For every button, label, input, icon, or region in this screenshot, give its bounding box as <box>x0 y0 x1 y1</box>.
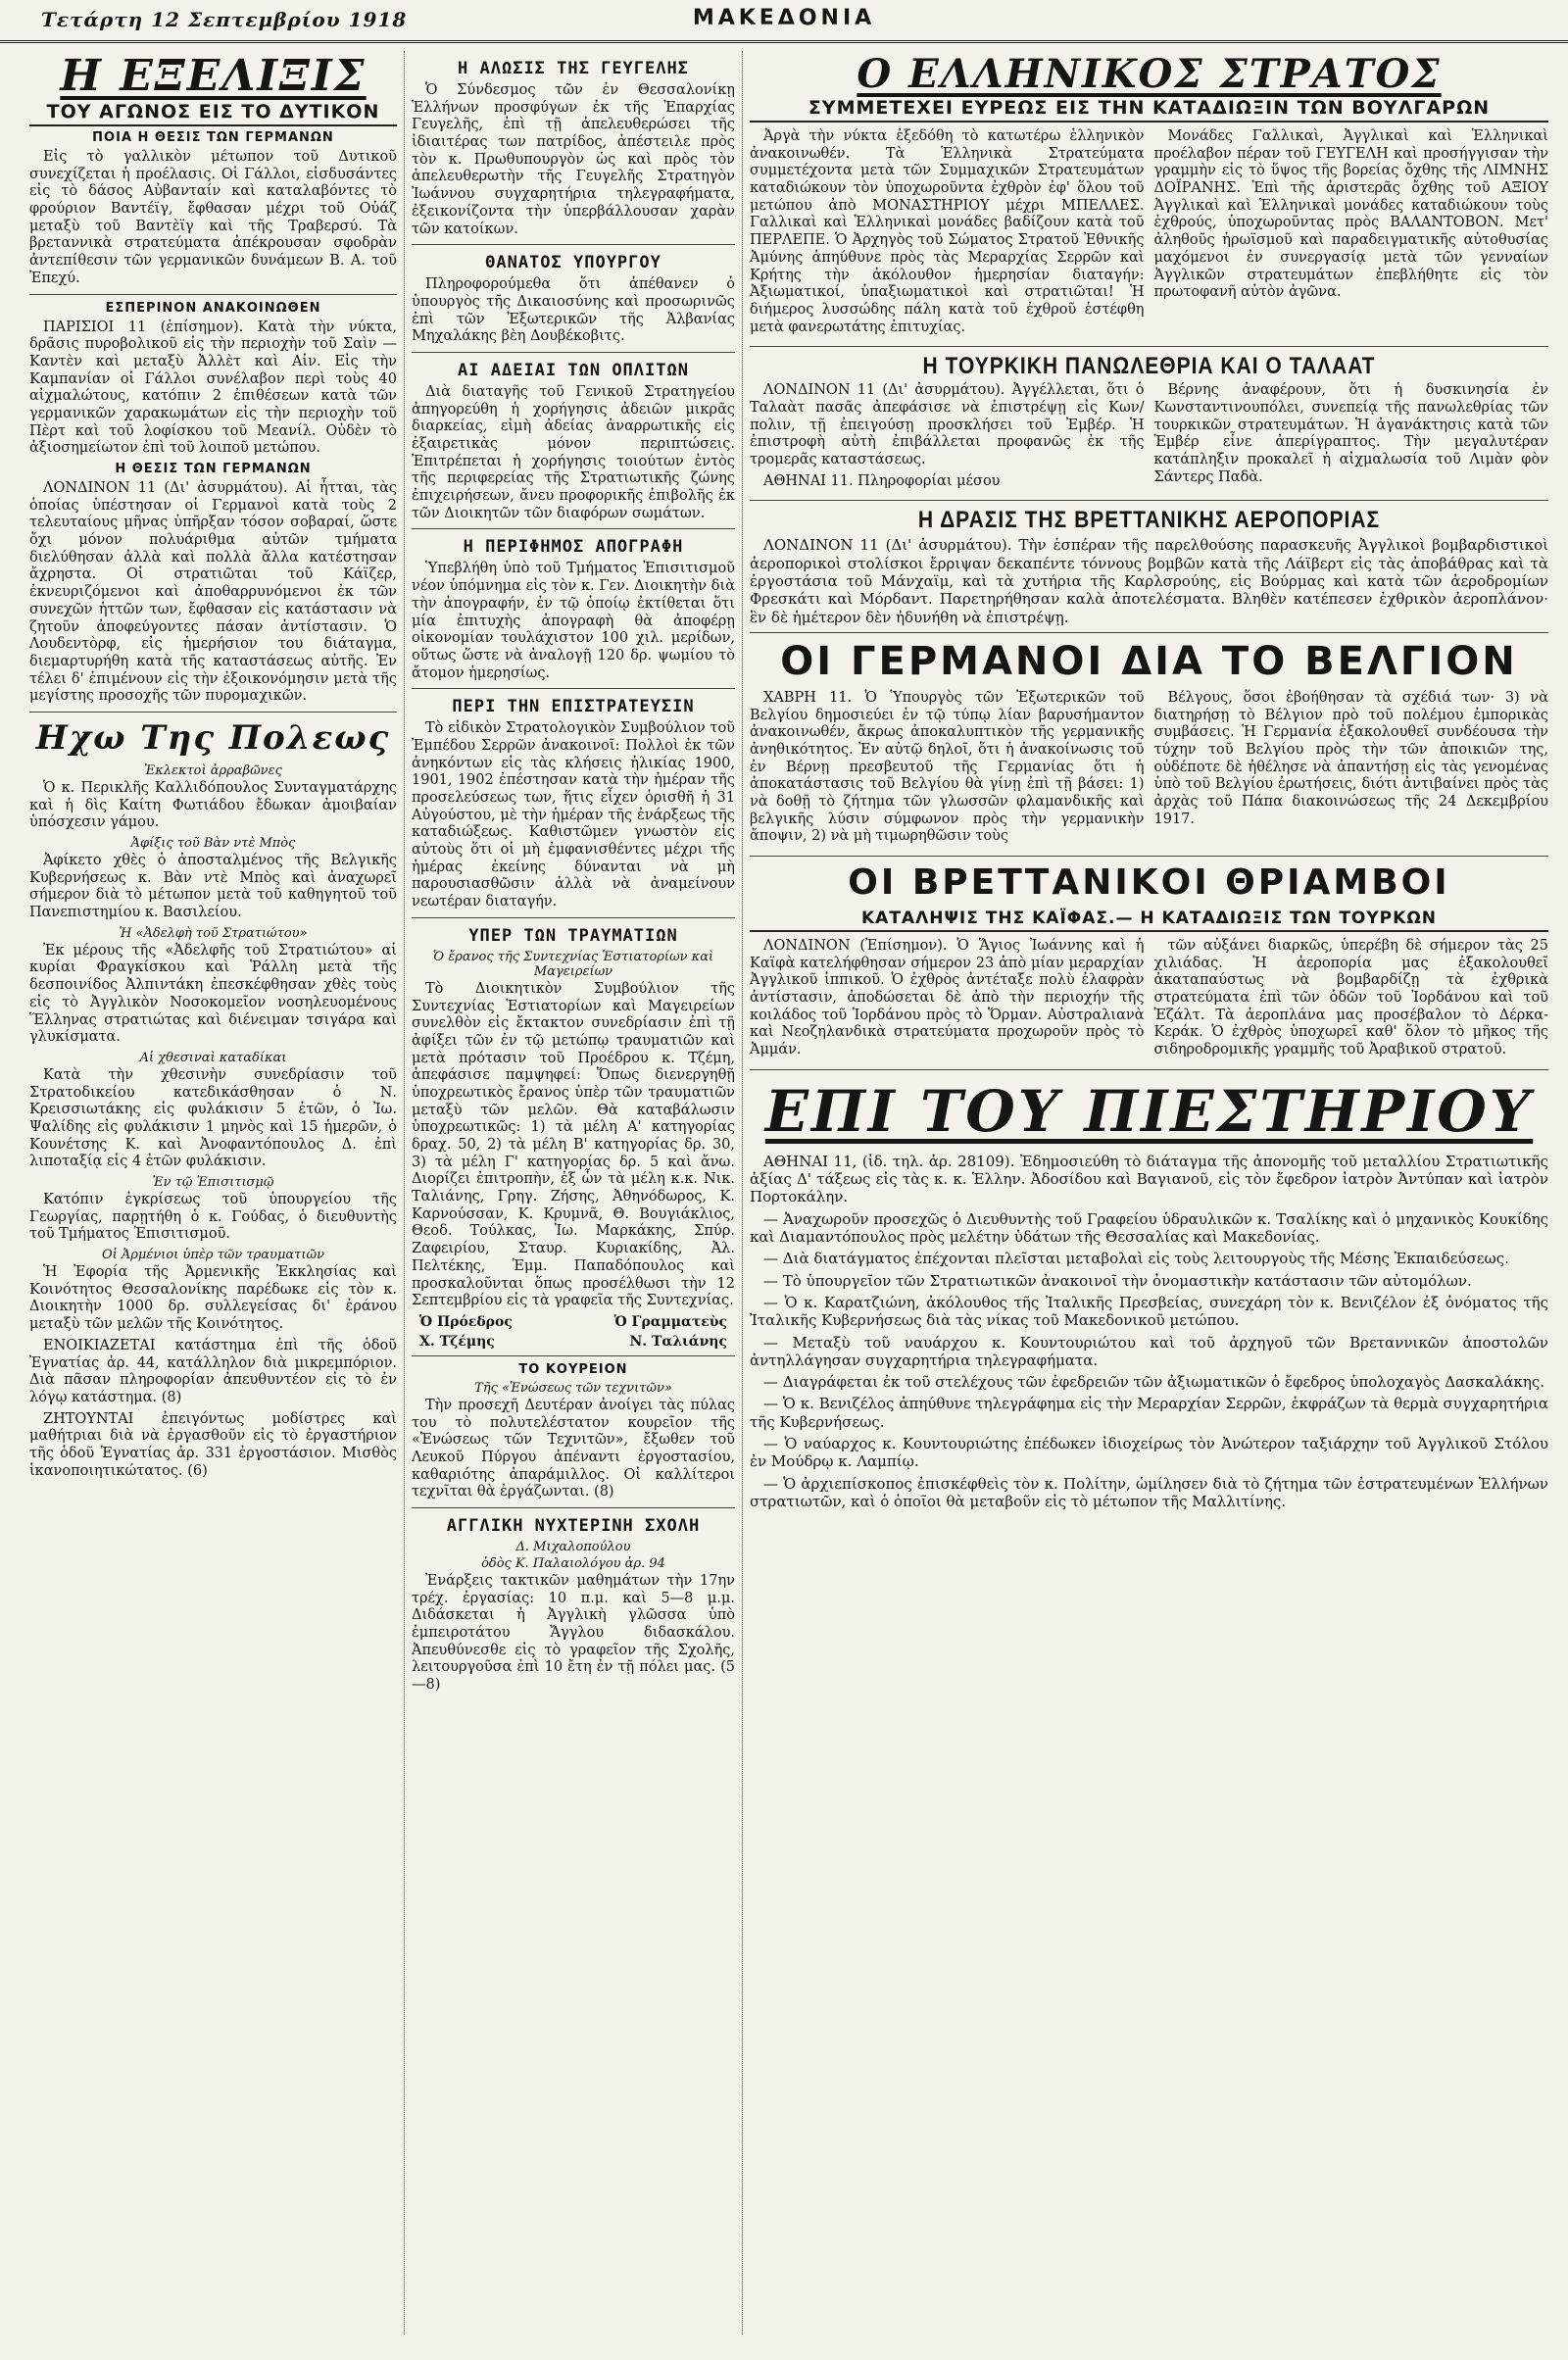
signature-title: Ὁ Πρόεδρος <box>419 1313 513 1330</box>
divider <box>412 1355 735 1356</box>
article-velgion <box>750 639 1548 850</box>
divider <box>412 528 735 529</box>
news-line: — Ὁ ἀρχιεπίσκοπος ἐπισκέφθεὶς τὸν κ. Πολίτην, ὡμίλησεν διὰ τὸ ζήτημα τῶν ἐστρατευμένων Ἑλλήνων στρατιωτῶν, καὶ ὁ ὁποῖοι θὰ μεταβοῦν εἰς τὸ μέτωπον τῆς Μαλλιτίνης. <box>750 1474 1548 1510</box>
article-thriamvoi <box>750 862 1548 1063</box>
signature-name: Χ. Τζέμης <box>419 1333 495 1350</box>
article-heading: Η ΔΡΑΣΙΣ ΤΗΣ ΒΡΕΤΤΑΝΙΚΗΣ ΑΕΡΟΠΟΡΙΑΣ <box>917 507 1381 534</box>
article-heading: Η ΠΕΡΙΦΗΜΟΣ ΑΠΟΓΡΑΦΗ <box>463 537 684 558</box>
article-apografi <box>412 537 735 682</box>
divider <box>412 688 735 689</box>
news-line: — Ὁ ναύαρχος κ. Κουντουριώτης ἐπέδωκεν ἰδιοχείρως τὸν Ἀνώτερον ταξιάρχην τοῦ Ἀγγλικοῦ Στόλου ἐν Μούδρῳ κ. Λαμπίῳ. <box>750 1435 1548 1471</box>
article-subtitle: ΤΟΥ ΑΓΩΝΟΣ ΕΙΣ ΤΟ ΔΥΤΙΚΟΝ <box>29 101 397 126</box>
article-title: Η ΕΞΕΛΙΞΙΣ <box>60 51 367 101</box>
news-line: — Διὰ διατάγματος ἐπέχονται πλεῖσται μεταβολαὶ εἰς τοὺς λειτουργοὺς τῆς Μέσης Ἐκπαιδεύσεως. <box>763 1250 1509 1268</box>
divider <box>750 1069 1548 1070</box>
classified-ad <box>29 1411 397 1481</box>
item-body: Ἡ Ἐφορία τῆς Ἀρμενικῆς Ἐκκλησίας καὶ Κοινότητος Θεσσαλονίκης παρέδωκε εἰς τὸν κ. Διοικητὴν 1000 δρ. συλλεγείσας δι' ἐράνου μεταξὺ τῶν μελῶν τῆς Κοινότητος. <box>29 1264 397 1333</box>
item-head: Αἱ χθεσιναὶ καταδίκαι <box>139 1050 287 1065</box>
news-line: — Διαγράφεται ἐκ τοῦ στελέχους τῶν ἐφεδρειῶν τῶν ἀξιωματικῶν ὁ ἔφεδρος ὑπολοχαγὸς Δασκαλάκης. <box>763 1373 1545 1392</box>
news-line: — Ἀναχωροῦν προσεχῶς ὁ Διευθυντὴς τοῦ Γραφείου ὑδραυλικῶν κ. Τσαλίκης καὶ ὁ μηχανικὸς Κουκίδης καὶ Διαμαντόπουλος πρὸς μελέτην ὑδάτων τῆς Θεσσαλίας καὶ Μακεδονίας. <box>750 1209 1548 1247</box>
divider <box>29 712 397 713</box>
article-body: Βέλγους, ὅσοι ἐβοήθησαν τὰ σχέδιά των· 3) νὰ διατηρήσῃ τὸ Βέλγιον πρὸ τοῦ πολέμου ἐμπορικὰς συμβάσεις. Ἡ Γερμανία ἐξακολουθεῖ συνδέουσα τὴν τύχην τοῦ Βελγίου πρὸς τὴν τῶν ἀποικιῶν της, οὐδέποτε δὲ ἠθέλησε νὰ ἀπαντήσῃ εἰς τὰς γενομένας ὑπὸ τοῦ Βελγίου ἐρωτήσεις, διότι ἀντιβαίνει πρὸς τὰς ἀρχὰς τοῦ Πάπα διακοινώσεως τῆς 24 Δεκεμβρίου 1917. <box>1153 689 1548 827</box>
article-kourion <box>412 1362 735 1501</box>
item-body: Ἀφίκετο χθὲς ὁ ἀποσταλμένος τῆς Βελγικῆς Κυβερνήσεως κ. Βὰν ντὲ Μπὸς καὶ ἀναχωρεῖ σήμερον διὰ τὸ μέτωπον μετὰ τοῦ καθηγητοῦ τοῦ Πανεπιστημίου κ. Βασιλείου. <box>29 853 397 921</box>
article-title: Ο ΕΛΛΗΝΙΚΟΣ ΣΤΡΑΤΟΣ <box>857 51 1442 97</box>
article-heading: ΥΠΕΡ ΤΩΝ ΤΡΑΥΜΑΤΙΩΝ <box>468 925 678 946</box>
news-line: — Ὁ κ. Βενιζέλος ἀπηύθυνε τηλεγράφημα εἰς τὴν Μεραρχίαν Σερρῶν, ἐκφράζων τὰ θερμὰ συγχαρητήρια τῆς Κυβερνήσεως. <box>750 1395 1548 1431</box>
article-heading: ΑΓΓΛΙΚΗ ΝΥΧΤΕΡΙΝΗ ΣΧΟΛΗ <box>446 1516 701 1536</box>
divider <box>750 346 1548 347</box>
article-heading: ΕΣΠΕΡΙΝΟΝ ΑΝΑΚΟΙΝΩΘΕΝ <box>105 300 321 316</box>
article-body: ΠΑΡΙΣΙΟΙ 11 (ἐπίσημον). Κατὰ τὴν νύκτα, δρᾶσις πυροβολικοῦ εἰς τὴν περιοχὴν τοῦ Σαὶν — Καντὲν καὶ μεταξὺ Ἀλλὲτ καὶ Αἰν. Εἰς τὴν Καμπανίαν οἱ Γάλλοι συνέλαβον περὶ τοὺς 40 αἰχμαλώτους, κατόπιν 2 ἐπιθέσεων κατὰ τῶν γερμανικῶν χαρακωμάτων εἰς τὴν περιοχὴν τοῦ Πὲρτ καὶ τοῦ λοφίσκου τοῦ Μεανίλ. Οὐδὲν τὸ ἀξιοσημείωτον ἐπὶ τοῦ λοιποῦ μετώπου. <box>29 319 397 457</box>
article-heading: Η ΤΟΥΡΚΙΚΗ ΠΑΝΩΛΕΘΡΙΑ ΚΑΙ Ο ΤΑΛΑΑΤ <box>922 353 1376 379</box>
article-columns <box>750 128 1548 340</box>
article-subhead: ὁδὸς Κ. Παλαιολόγου ἀρ. 94 <box>481 1556 665 1571</box>
article-thesis <box>29 462 397 706</box>
article-subhead: ΠΟΙΑ Η ΘΕΣΙΣ ΤΩΝ ΓΕΡΜΑΝΩΝ <box>92 130 334 145</box>
article-body: ΛΟΝΔΙΝΟΝ (Ἐπίσημον). Ὁ Ἅγιος Ἰωάννης καὶ ἡ Καϊφὰ κατελήφθησαν σήμερον 23 ἀπὸ μίαν μεραρχίαν Ἀγγλικοῦ ἱππικοῦ. Ὁ ἐχθρὸς ἀντέταξε πολὺ ἐλαφρὰν ἀντίστασιν, ἀποδώσεται δὲ ἀπὸ τὴν περιοχήν τῆς κοιλάδος τοῦ Ἰορδάνου πρὸς τὸ Ὅρμαν. Αὐστραλιανὰ καὶ Νεοζηλανδικὰ στρατεύματα προχωροῦν πρὸς τὸ Ἀμμάν. <box>750 938 1145 1058</box>
article-body: Διὰ διαταγῆς τοῦ Γενικοῦ Στρατηγείου ἀπηγορεύθη ἡ χορήγησις ἀδειῶν μικρᾶς διαρκείας, εἰμὴ ἀδείας ἀναρρωτικῆς εἰς ἐξαιρετικὰς μόνον περιπτώσεις. Ἐπιτρέπεται ἡ χορήγησις τοιούτων ἐντὸς τῆς περιφερείας τῆς Στρατιωτικῆς ζώνης ἐπιχειρήσεων, ἄνευ προφορικῆς ἐπιβολῆς ἐκ τῶν Διοικητῶν τῶν διαφόρων σωμάτων. <box>412 383 735 521</box>
ad-text: ΖΗΤΟΥΝΤΑΙ ἐπειγόντως μοδίστρες καὶ μαθήτριαι διὰ νὰ ἐργασθοῦν εἰς τὸ ἐργαστήριον τῆς ὁδοῦ Ἐγνατίας ἀρ. 331 ἐργοστάσιον. Μισθὸς ἱκανοποιητικώτατος. <box>29 1410 397 1479</box>
article-athinai: ΑΘΗΝΑΙ 11. Πληροφορίαι μέσου <box>763 472 1001 489</box>
news-line: — Μεταξὺ τοῦ ναυάρχου κ. Κουντουριώτου καὶ τοῦ ἀρχηγοῦ τῶν Βρεταννικῶν ἀποστολῶν ἀντηλλάγησαν συγχαρητήρια τηλεγραφήματα. <box>750 1333 1548 1369</box>
article-tourkiki <box>750 355 1548 494</box>
divider <box>750 856 1548 857</box>
article-aeroporia <box>750 509 1548 625</box>
ad-mark: (6) <box>187 1462 208 1479</box>
article-columns <box>750 690 1548 850</box>
news-line: — Τὸ ὑπουργεῖον τῶν Στρατιωτικῶν ἀνακοινοῖ τὴν ὀνομαστικὴν κατάστασιν τῶν αὐτομόλων. <box>763 1271 1472 1290</box>
article-stratos <box>750 51 1548 340</box>
ad-mark: (5—8) <box>412 1659 735 1694</box>
article-adeiai <box>412 361 735 523</box>
article-body: Τὸ Διοικητικὸν Συμβούλιον τῆς Συντεχνίας Ἑστιατορίων καὶ Μαγειρείων συνελθὸν εἰς ἔκτακτον συνεδρίασιν ἐπὶ τῇ ἀφίξει τῶν ἐν τῷ μετώπῳ τραυματιῶν καὶ μετὰ πρότασιν τοῦ Προέδρου κ. Τζέμη, ἀπεφάσισε παμψηφεί: Ὅπως διενεργηθῇ ὑποχρεωτικὸς ἔρανος ὑπὲρ τῶν τραυματιῶν μεταξὺ τῶν μελῶν. Θὰ καταβάλωσιν ὑποχρεωτικῶς: 1) τὰ μέλη Α' κατηγορίας δραχ. 50, 2) τὰ μέλη Β' κατηγορίας δρ. 30, 3) τὰ μέλη Γ' κατηγορίας δρ. 5 καὶ ἄνω. Διορίζει ἐπιτροπὴν, ἐξ ὧν τὰ μέλη κ.κ. Νικ. Ταλιάνης, Γρηγ. Ζήσης, Ἀθηνόδωρος, Κ. Καρνούσσαν, Κ. Κρυμνᾶ, Θ. Βουγιάκλιος, Θεοδ. Τούλκας, Ἰω. Μαρκάκης, Σπύρ. Ζαφειρίου, Σταυρ. Κυριακίδης, Ἀλ. Πελτέκης, Ἐμμ. Παπαδόπουλος καὶ προσκαλοῦνται ὅπως προσέλθωσι τὴν 12 Σεπτεμβρίου εἰς τὰ γραφεῖα τῆς Συντεχνίας. <box>412 980 735 1309</box>
article-body: Ὁ Σύνδεσμος τῶν ἐν Θεσσαλονίκῃ Ἑλλήνων προσφύγων ἐκ τῆς Ἐπαρχίας Γευγελῆς, ἐπὶ τῇ ἀπελευθερώσει τῆς ἰδιαιτέρας των πατρίδος, ἀπέστειλε πρὸς τὸν κ. Πρωθυπουργὸν ὡς καὶ πρὸς τὸν ἀπελευθερωτὴν τῆς Γευγελῆς Στρατηγὸν Ἰωάννου συγχαρητήρια τηλεγραφήματα, ἐξεικονίζοντα τὴν ὑπερβάλλουσαν χαρὰν τῶν κατοίκων. <box>412 82 735 237</box>
ad-mark: (8) <box>594 1484 614 1500</box>
masthead <box>0 0 1568 43</box>
body-text: Τὴν προσεχῆ Δευτέραν ἀνοίγει τὰς πύλας του τὸ πολυτελέστατον κουρεῖον τῆς «Ἑνώσεως τῶν Τεχνιτῶν», ἔξωθεν τοῦ Λευκοῦ Πύργου ἀπέναντι ἐργοστασίου, καθαριότης ἀπαράμιλλος. Οἱ καλλίτεροι τεχνῖται θὰ ἐργάζωνται. <box>412 1397 735 1500</box>
article-heading: ΑΙ ΑΔΕΙΑΙ ΤΩΝ ΟΠΛΙΤΩΝ <box>458 360 689 380</box>
article-scholi <box>412 1516 735 1695</box>
divider <box>750 632 1548 633</box>
article-subtitle: ΣΥΜΜΕΤΕΧΕΙ ΕΥΡΕΩΣ ΕΙΣ ΤΗΝ ΚΑΤΑΔΙΩΞΙΝ ΤΩΝ ΒΟΥΛΓΑΡΩΝ <box>750 97 1548 123</box>
divider <box>29 294 397 295</box>
article-heading: Η ΑΛΩΣΙΣ ΤΗΣ ΓΕΥΓΕΛΗΣ <box>458 59 689 78</box>
article-subhead: Ὁ ἔρανος τῆς Συντεχνίας Ἑστιατορίων καὶ Μαγειρείων <box>432 949 714 979</box>
article-body: ΑΘΗΝΑΙ 11, (ἰδ. τηλ. ἀρ. 28109). Ἐδημοσιεύθη τὸ διάταγμα τῆς ἀπονομῆς τοῦ μεταλλίου Στρατιωτικῆς ἀξίας Δ' τάξεως εἰς τὰς κ. κ. Ἑλλην. Ἀδοσίδου καὶ Βαγιανοῦ, εἰς τὸν ἔφεδρον ἰατρὸν Ἀντύπαν καὶ ἰατρὸν Πορτοκάλην. <box>750 1152 1548 1206</box>
article-body: ΧΑΒΡΗ 11. Ὁ Ὑπουργὸς τῶν Ἐξωτερικῶν τοῦ Βελγίου δημοσιεύει ἐν τῷ τύπῳ λίαν βαρυσήμαντον ἀνακοινωθέν, ἄκρως ἀποκαλυπτικὸν τῆς γερμανικῆς ἀνηθικότητος. Ἐν αὐτῷ δηλοῖ, ὅτι ἡ ἀνακοίνωσις τοῦ ἐν Βέρνῃ πρεσβευτοῦ τῆς Γερμανίας ὅτι ἡ ἀποκατάστασις τοῦ Βελγίου θὰ γίνῃ ἐπὶ τῇ βάσει: 1) νὰ δοθῇ τὸ ζήτημα τῶν γλωσσῶν φλαμανδικῆς καὶ βελγικῆς λύσιν σύμφωνον πρὸς τὴν γερμανικὴν ἄποψιν, 2) νὰ μὴ τιμωρηθῶσιν τοὺς <box>750 689 1145 845</box>
item-body: Ἐκ μέρους τῆς «Ἀδελφῆς τοῦ Στρατιώτου» αἱ κυρίαι Φραγκίσκου καὶ Ῥάλλη μετὰ τῆς δεσποινίδος Ἀλπιντάκη ἐπεσκέφθησαν χθὲς τοὺς εἰς τὸ Ἀγγλικὸν Νοσοκομεῖον νοσηλευομένους Ἕλληνας στρατιώτας καὶ διένειμαν τσιγάρα καὶ γλυκίσματα. <box>29 942 397 1046</box>
article-body: Τὸ εἰδικὸν Στρατολογικὸν Συμβούλιον τοῦ Ἐμπέδου Σερρῶν ἀνακοινοῖ: Πολλοὶ ἐκ τῶν ἀνηκόντων εἰς τὰς κλήσεις ἡλικίας 1900, 1901, 1902 ἐπέστησαν κατὰ τὴν ἡμέραν τῆς προσελεύσεως των, ἥτις εἶχεν ὁρισθῆ ἡ 31 Αὐγούστου, μὲ τὴν ἡμέραν τῆς ἐνάρξεως τῆς καταδιώξεως. Καθιστῶμεν γνωστὸν εἰς αὐτοὺς ὅτι οἱ μὴ ἐμφανισθέντες μέχρι τῆς ἡμέρας ἐκείνης δύνανται νὰ μὴ παρουσιασθῶσιν ἀλλὰ νὰ ἀναμείνουν νεωτέραν διαταγήν. <box>412 720 735 910</box>
ad-mark: (8) <box>161 1389 182 1405</box>
column-1 <box>29 51 397 2335</box>
article-subhead: Τῆς «Ἑνώσεως τῶν τεχνιτῶν» <box>474 1380 672 1396</box>
article-exelixis <box>29 51 397 288</box>
columns-3-4 <box>750 51 1548 2335</box>
divider <box>412 917 735 918</box>
signature-name: Ν. Ταλιάνης <box>629 1333 727 1350</box>
column-rule <box>404 51 405 2335</box>
item-head: Οἱ Ἀρμένιοι ὑπὲρ τῶν τραυματιῶν <box>102 1248 324 1263</box>
article-heading: ΟΙ ΒΡΕΤΤΑΝΙΚΟΙ ΘΡΙΑΜΒΟΙ <box>848 862 1450 904</box>
article-body: Εἰς τὸ γαλλικὸν μέτωπον τοῦ Δυτικοῦ συνεχίζεται ἡ προέλασις. Οἱ Γάλλοι, εἰσδυσάντες εἰς τὸ δάσος Αὐβανταίν καὶ καταλαβόντες τὸ φρούριον Βαντέϊγ, ἔφθασαν μέχρι τοῦ Οὐάζ μεταξὺ τοῦ Βαντὲϊγ καὶ τῆς Τραβερσύ. Τὰ βρεταννικὰ στρατεύματα ἀπέκρουσαν σφοδρὰν ἀντεπίθεσιν τῶν γερμανικῶν δυνάμεων Β. Α. τοῦ Ἐπεχύ. <box>29 149 397 286</box>
article-travmatiai <box>412 926 735 1350</box>
article-title: Ηχω Της Πολεως <box>35 717 391 758</box>
divider <box>750 500 1548 501</box>
item-body: Κατὰ τὴν χθεσινὴν συνεδρίασιν τοῦ Στρατοδικείου κατεδικάσθησαν ὁ Ν. Κρεισσιωτάκης εἰς φυλάκισιν 5 ἐτῶν, ὁ Ἰω. Ψαλίδης εἰς φυλάκισιν 1 μηνὸς καὶ 15 ἡμερῶν, ὁ Κουνέτσης Κ. καὶ Ἀνοφαντόπουλος Δ. ἐπὶ λιποταξίᾳ εἰς 4 ἐτῶν φυλάκισιν. <box>29 1066 397 1170</box>
divider <box>412 1507 735 1508</box>
issue-date: Τετάρτη 12 Σεπτεμβρίου 1918 <box>41 8 408 31</box>
article-body: Μονάδες Γαλλικαὶ, Ἀγγλικαὶ καὶ Ἑλληνικαὶ προέλαβον πέραν τοῦ ΓΕΥΓΕΛΗ καὶ προσήγγισαν τὴν γραμμὴν εἰς τὸ ὕψος τῆς βορείας ὄχθης τῆς ΛΙΜΝΗΣ ΔΟΪΡΑΝΗΣ. Ἐπὶ τῆς ἀριστερᾶς ὄχθης τοῦ ΑΞΙΟΥ Ἀγγλικαὶ καὶ Ἑλληνικαὶ μονάδες καταδιώκουν τοὺς ἐχθρούς, ὑποχωροῦντας πρὸς ΒΑΛΑΝΤΟΒΟΝ. Μετ' ἀληθοῦς ἡρωϊσμοῦ καὶ παραδειγματικῆς αὐτοθυσίας μαχόμενοι ἐν συνεργασίᾳ μετὰ τῶν γενναίων Ἀγγλικῶν στρατευμάτων ἐπεβλήθητε εἰς τὸν πρωτοφανῆ αὐτὸν ἀγῶνα. <box>1153 128 1548 301</box>
item-body: Κατόπιν ἐγκρίσεως τοῦ ὑπουργείου τῆς Γεωργίας, παρῃτήθη ὁ κ. Γούδας, ὁ διευθυντὴς τοῦ Τμήματος Ἐπισιτισμοῦ. <box>29 1192 397 1243</box>
ad-text: ΕΝΟΙΚΙΑΖΕΤΑΙ κατάστημα ἐπὶ τῆς ὁδοῦ Ἐγνατίας ἀρ. 44, κατάλληλον διὰ μικρεμπόριον. Διὰ πᾶσαν πληροφορίαν ἀπευθυντέον εἰς τὸ ἐν λόγῳ κατάστημα. <box>29 1337 397 1405</box>
article-body: Ὑπεβλήθη ὑπὸ τοῦ Τμήματος Ἐπισιτισμοῦ νέον ὑπόμνημα εἰς τὸν κ. Γεν. Διοικητὴν διὰ τὴν ἀπογραφήν, ἐν τῷ ὁποίῳ ἐκτίθεται ὅτι μία ἐπιτυχὴς ἀπογραφὴ θὰ ἀποφέρῃ οἰκονομίαν τουλάχιστον 100 χιλ. μερίδων, οὕτως ὥστε νὰ ἀναλογῇ 120 δρ. ψωμίου τὸ ἄτομον ἡμερησίως. <box>412 561 735 681</box>
article-thanatos <box>412 253 735 346</box>
signature-title: Ὁ Γραμματεὺς <box>613 1313 727 1330</box>
article-body: Βέρνης ἀναφέρουν, ὅτι ἡ δυσκινησία ἐν Κωνσταντινουπόλει, συνεπείᾳ τῆς πανωλεθρίας τῶν τουρκικῶν στρατευμάτων. Ἡ ἀγανάκτησις κατὰ τῶν Ἐμβέρ εἶνε ἀπερίγραπτος. Τὴν μεγαλυτέραν κατάπληξιν προκαλεῖ ἡ αἰχμαλωσία τοῦ Λιμὰν φὸν Σάντερς Παδὰ. <box>1153 382 1548 485</box>
article-body: ΛΟΝΔΙΝΟΝ 11 (Δι' ἀσυρμάτου). Αἱ ἧτται, τὰς ὁποίας ὑπέστησαν οἱ Γερμανοὶ κατὰ τοὺς 2 τελευταίους μῆνας ὑπῆρξαν τόσον σοβαραί, ὥστε ὄχι μόνον πολυάριθμα αὐτῶν τμήματα διελύθησαν ἀλλὰ καὶ πολλὰ ἄλλα κατέστησαν ἄχρηστα. Οἱ στρατιῶται τοῦ Κάϊζερ, ἐκνευριζόμενοι καὶ ἀποθαρρυνόμενοι ἐκ τῶν συνεχῶν ἡττῶν των, ἔφθασαν εἰς κατάστασιν νὰ ζητοῦν ἀποφεύγοντες πάσαν ἀντίστασιν. Ὁ Λουδεντὸρφ, εἰς ἡμερήσιον του διάταγμα, διεμαρτυρήθη κατὰ τῆς καταστάσεως αὐτῆς. Ἐν τέλει δ' ἐπιμένουν εἰς τὴν ἐξοικονόμησιν μετὰ τῆς μεγίστης προσοχῆς τῶν πυρομαχικῶν. <box>29 480 397 705</box>
item-head: Ἐν τῷ Ἐπισιτισμῷ <box>152 1175 274 1190</box>
article-body: Ἀργὰ τὴν νύκτα ἐξεδόθη τὸ κατωτέρω ἑλληνικὸν ἀνακοινωθέν. Τὰ Ἑλληνικὰ Στρατεύματα συμμετέχοντα μετὰ τῶν Συμμαχικῶν Στρατευμάτων καταδιώκουν τὸν ὑποχωροῦντα ἐχθρὸν ἐφ' ὅλου τοῦ μετώπου ἀπὸ ΜΟΝΑΣΤΗΡΙΟΥ μέχρι ΜΠΕΛΛΕΣ. Γαλλικαὶ καὶ Ἑλληνικαὶ μονάδες βαδίζουν κατὰ τοῦ ΠΕΡΛΕΠΕ. Ὁ Ἀρχηγὸς τοῦ Σώματος Στρατοῦ Ἐθνικῆς Ἀμύνης ἀπηύθυνε πρὸς τὰς Μεραρχίας Σερρῶν καὶ Κρήτης τὴν ἀκόλουθον ἡμερησίαν διαταγήν: Ἀξιωματικοί, ὑπαξιωματικοὶ καὶ στρατιῶται! Ἡ διήμερος λυσσώδης πάλη κατὰ τοῦ ἐχθροῦ ἐστέφθη μετὰ φανερωτάτης ἐπιτυχίας. <box>750 128 1145 335</box>
signatures-names <box>412 1334 735 1350</box>
article-esperinon <box>29 301 397 459</box>
paper-title: ΜΑΚΕΔΟΝΙΑ <box>692 6 876 30</box>
article-columns <box>750 382 1548 494</box>
column-rule <box>742 51 743 2335</box>
item-body: Ὁ κ. Περικλῆς Καλλιδόπουλος Συνταγματάρχης καὶ ἡ δὶς Καίτη Φωτιάδου ἔδωκαν ἀμοιβαίαν ὑπόσχεσιν γάμου. <box>29 779 397 831</box>
article-body: Πληροφορούμεθα ὅτι ἀπέθανεν ὁ ὑπουργὸς τῆς Δικαιοσύνης καὶ προσωρινῶς ἐπὶ τῶν Ἐξωτερικῶν τῆς Ἀλβανίας Μηχαλάκης βὲη Δουβέκοβιτς. <box>412 276 735 345</box>
article-heading: ΤΟ ΚΟΥΡΕΙΟΝ <box>518 1361 628 1377</box>
item-head: Ἐκλεκτοὶ ἀρραβῶνες <box>144 762 282 778</box>
article-epistratefsi <box>412 697 735 911</box>
article-subhead: Δ. Μιχαλοπούλου <box>515 1540 631 1554</box>
article-heading: ΠΕΡΙ ΤΗΝ ΕΠΙΣΤΡΑΤΕΥΣΙΝ <box>452 697 695 717</box>
article-body: ΛΟΝΔΙΝΟΝ 11 (Δι' ἀσυρμάτου). Ἀγγέλλεται, ὅτι ὁ Ταλαὰτ πασᾶς ἀπεφάσισε νὰ ἐπιστρέψῃ εἰς Κων/πολιν, τῇ ἐπειγούσῃ προσκλήσει τοῦ Ἐμβέρ. Ἡ ἐπιστροφὴ αὐτὴ ἐπιβάλλεται προφανῶς ἐκ τῆς τρομερᾶς καταστάσεως. <box>750 382 1145 467</box>
news-line: — Ὁ κ. Καρατζιώνη, ἀκόλουθος τῆς Ἰταλικῆς Πρεσβείας, συνεχάρη τὸν κ. Βενιζέλον ἐξ ὀνόματος τῆς Ἰταλικῆς Κυβερνήσεως διὰ τὰς νίκας τοῦ Μακεδονικοῦ μετώπου. <box>750 1293 1548 1330</box>
article-body: τῶν αὐξάνει διαρκῶς, ὑπερέβη δὲ σήμερον τὰς 25 χιλιάδας. Ἡ ἀεροπορία μας ἐξακολουθεῖ ἀκαταπαύστως νὰ βομβαρδίζῃ τὰ ἐχθρικὰ στρατεύματα ἐπὶ τῶν ὁδῶν τοῦ Ἰορδάνου καὶ τοῦ Ἐζάλτ. Τὰ ἀεροπλάνα μας προσέβαλον τὸ Δέρκα-Κεράκ. Ὁ ἐχθρὸς ὑποχωρεῖ καθ' ὅλον τὸ μῆκος τῆς σιδηροδρομικῆς γραμμῆς τοῦ Ἀραβικοῦ στρατοῦ. <box>1153 938 1548 1058</box>
article-heading: ΟΙ ΓΕΡΜΑΝΟΙ ΔΙΑ ΤΟ ΒΕΛΓΙΟΝ <box>780 638 1518 684</box>
article-body <box>412 1398 735 1501</box>
divider <box>412 352 735 353</box>
item-head: Ἡ «Ἀδελφὴ τοῦ Στρατιώτου» <box>119 925 308 941</box>
classified-ad <box>29 1338 397 1407</box>
article-columns <box>750 938 1548 1063</box>
body-text: Ἐνάρξεις τακτικῶν μαθημάτων τὴν 17ην τρέχ. ἐργασίας: 10 π.μ. καὶ 5—8 μ.μ. Διδάσκεται ἡ Ἀγγλικὴ γλῶσσα ὑπὸ ἐμπειροτάτου Ἄγγλου διδασκάλου. Ἀπευθύνεσθε εἰς τὸ γραφεῖον τῆς Σχολῆς, λειτουργοῦσα ἐπὶ 10 ἔτη ἐν τῇ πόλει μας. <box>412 1573 735 1676</box>
divider <box>412 244 735 245</box>
item-head: Ἀφίξις τοῦ Βὰν ντὲ Μπὸς <box>130 836 296 851</box>
article-subtitle: ΚΑΤΑΛΗΨΙΣ ΤΗΣ ΚΑΪΦΑΣ.— Η ΚΑΤΑΔΙΩΞΙΣ ΤΩΝ ΤΟΥΡΚΩΝ <box>750 909 1548 932</box>
article-body: ΛΟΝΔΙΝΟΝ 11 (Δι' ἀσυρμάτου). Τὴν ἑσπέραν τῆς παρελθούσης παρασκευῆς Ἀγγλικοὶ βομβαρδιστικοὶ ἀεροπορικοὶ στολίσκοι ἔρριψαν δεκαπέντε τόννους βομβῶν κατὰ τῆς Λάϊβερτ εἰς τὰς ἀποβάθρας καὶ τὰ ἐργοστάσια τοῦ Μάνχαϊμ, καὶ τὰ χυτήρια τῆς Καρλσρούης, εἰς Βούρμας καὶ κατὰ τῶν ἀεροδρομίων Φρεσκάτι καὶ Μόρδαντ. Παρετηρήθησαν καλὰ ἀποτελέσματα. Βληθὲν κατέπεσεν ἐχθρικὸν ἀεροπλάνον· ἓν δὲ ἡμέτερον δὲν ἠδυνήθη νὰ ἐπιστρέψῃ. <box>750 536 1548 626</box>
article-heading: Η ΘΕΣΙΣ ΤΩΝ ΓΕΡΜΑΝΩΝ <box>115 462 312 476</box>
article-heading: ΕΠΙ ΤΟΥ ΠΙΕΣΤΗΡΙΟΥ <box>764 1077 1534 1145</box>
article-alosis <box>412 59 735 238</box>
column-2 <box>412 51 735 2335</box>
article-body <box>412 1573 735 1695</box>
article-piestiriou <box>750 1078 1548 1510</box>
signatures-titles <box>412 1314 735 1330</box>
article-echo <box>29 718 397 1480</box>
article-heading: ΘΑΝΑΤΟΣ ΥΠΟΥΡΓΟΥ <box>485 253 662 273</box>
